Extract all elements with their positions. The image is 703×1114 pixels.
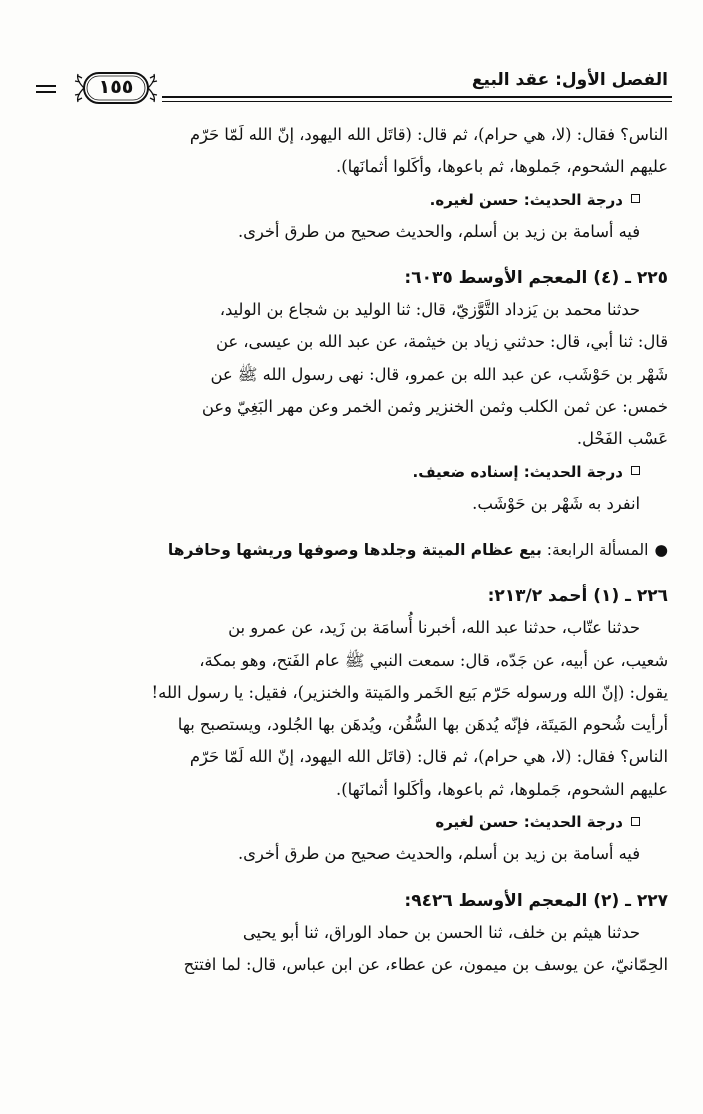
text-line: الناس؟ فقال: (لا، هي حرام)، ثم قال: (قاتَل الله اليهود، إنّ الله لَمّا حَرّم [189, 125, 668, 144]
header-left-dash [36, 85, 56, 87]
hadith-text-226-cont [42, 645, 668, 806]
issue-title: بيع عظام الميتة وجلدها وصوفها وريشها وحافرها [167, 541, 542, 560]
text-line: يقول: (إنّ الله ورسوله حَرّم بَيع الخَمر والمَيتة والخنزير)، فقيل: يا رسول الله! [151, 682, 668, 702]
header-left-dash [36, 91, 56, 93]
issue-heading [42, 534, 668, 566]
hadith-text-227 [42, 917, 668, 949]
header-rule-top [162, 96, 672, 98]
page-header [36, 68, 672, 110]
hadith-heading-226: ٢٢٦ ـ (١) أحمد ٢١٣/٢: [487, 586, 668, 607]
hadith-text-225 [42, 294, 668, 326]
issue-label: المسألة الرابعة: [546, 541, 649, 560]
page-number: ١٥٥ [98, 76, 134, 98]
grade-label: درجة الحديث: [523, 813, 623, 832]
text-line: أرأيت شُحوم المَيتَة، فإنّه يُدهَن بها السُّفُن، ويُدهَن بها الجُلود، ويستصبح بها [177, 715, 668, 735]
hadith-text-225-cont [42, 326, 668, 455]
square-bullet-icon [631, 817, 640, 826]
text-line: الناس؟ فقال: (لا، هي حرام)، ثم قال: (قاتَل الله اليهود، إنّ الله لَمّا حَرّم [189, 747, 668, 767]
square-bullet-icon [631, 466, 640, 475]
square-bullet-icon [631, 194, 640, 203]
grade-value: حسن لغيره. [429, 190, 519, 209]
page-body [42, 119, 668, 981]
header-rule-bottom [162, 101, 672, 102]
text-line: الحِمّانيّ، عن يوسف بن ميمون، عن عطاء، عن ابن عباس، قال: لما افتتح [183, 954, 668, 974]
text-line: خمس: عن ثمن الكلب وثمن الخنزير وثمن الخمر وعن مهر البَغِيّ وعن [201, 397, 668, 417]
page-number-badge [74, 70, 158, 106]
grade-value: حسن لغيره [435, 813, 519, 832]
hadith-text-226 [42, 612, 668, 644]
text-line: حدثنا عتّاب، حدثنا عبد الله، أخبرنا أُسامَة بن زَيد، عن عمرو بن [228, 618, 640, 638]
hadith-text-continued [42, 119, 668, 184]
hadith-grade [42, 456, 668, 488]
text-line: حدثنا محمد بن يَزداد التَّوَّزيّ، قال: ثنا الوليد بن شجاع بن الوليد، [219, 300, 640, 320]
text-line: شعيب، عن أبيه، عن جَدّه، قال: سمعت النبي ﷺ عام الفَتح، وهو بمكة، [199, 650, 668, 670]
hadith-grade [42, 184, 668, 216]
grade-note: فيه أسامة بن زيد بن أسلم، والحديث صحيح من طرق أخرى. [237, 844, 640, 864]
hadith-heading-227: ٢٢٧ ـ (٢) المعجم الأوسط ٩٤٢٦: [404, 890, 668, 911]
hadith-heading-225: ٢٢٥ ـ (٤) المعجم الأوسط ٦٠٣٥: [404, 268, 668, 289]
text-line: عَسْب الفَحْل. [576, 429, 668, 449]
text-line: عليهم الشحوم، جَملوها، ثم باعوها، وأكَلوا أثمانَها). [336, 779, 668, 799]
grade-note: انفرد به شَهْر بن حَوْشَب. [472, 493, 640, 513]
grade-label: درجة الحديث: [523, 190, 623, 209]
text-line: شَهْر بن حَوْشَب، عن عبد الله بن عمرو، قال: نهى رسول الله ﷺ عن [210, 364, 668, 384]
grade-value: إسناده ضعيف. [412, 462, 519, 481]
grade-note: فيه أسامة بن زيد بن أسلم، والحديث صحيح من طرق أخرى. [237, 221, 640, 241]
chapter-title: الفصل الأول: عقد البيع [471, 70, 668, 90]
text-line: عليهم الشحوم، جَملوها، ثم باعوها، وأكَلوا أثمانَها). [336, 157, 668, 177]
grade-label: درجة الحديث: [523, 462, 623, 481]
circle-bullet-icon: ● [654, 541, 668, 560]
hadith-grade [42, 806, 668, 838]
text-line: حدثنا هيثم بن خلف، ثنا الحسن بن حماد الوراق، ثنا أبو يحيى [242, 922, 640, 942]
hadith-text-227-cont [42, 949, 668, 981]
text-line: قال: ثنا أبي، قال: حدثني زياد بن خيثمة، عن عبد الله بن عيسى، عن [215, 332, 668, 352]
